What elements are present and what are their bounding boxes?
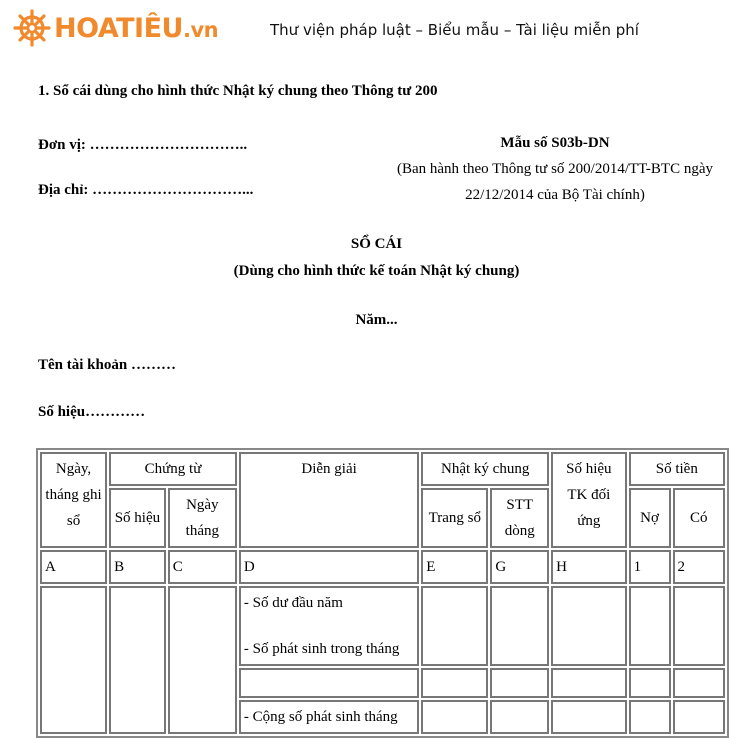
header-journal-page: Trang sổ [421,488,488,548]
section-title: 1. Sổ cái dùng cho hình thức Nhật ký chung theo Thông tư 200 [38,83,438,99]
header-debit: Nợ [629,488,671,548]
header-date: Ngày, tháng ghi sổ [40,452,107,548]
document-title: SỔ CÁI [350,236,403,252]
description-cell: - Cộng số phát sinh tháng [239,700,419,734]
header-amount: Số tiền [629,452,725,486]
form-code: Mẫu số S03b-DN [500,135,610,151]
account-name-field: Tên tài khoản ……… [38,357,176,373]
code-cell: 1 [629,550,671,584]
address-field: Địa chỉ: …………………………... [38,182,254,198]
year-label: Năm... [355,312,398,328]
account-number-field: Số hiệu………… [38,404,146,420]
code-cell: H [551,550,626,584]
site-header [0,0,753,62]
code-cell: D [239,550,419,584]
form-note-line-2: 22/12/2014 của Bộ Tài chính) [465,187,645,203]
code-cell: G [490,550,549,584]
description-cell [239,586,419,666]
code-cell: A [40,550,107,584]
header-journal: Nhật ký chung [421,452,549,486]
code-cell: 2 [673,550,725,584]
ship-wheel-icon [12,8,52,48]
document-subtitle: (Dùng cho hình thức kế toán Nhật ký chung) [233,263,520,279]
header-description: Diễn giải [239,452,419,548]
tagline: Thư viện pháp luật – Biểu mẫu – Tài liệu miễn phí [270,21,639,39]
period-activity-label: - Số phát sinh trong tháng [243,641,400,657]
header-credit: Có [673,488,725,548]
logo[interactable] [12,8,218,48]
ledger-table [36,448,729,738]
form-code-block [382,130,728,208]
header-journal-line: STT dòng [490,488,549,548]
form-note-line-1: (Ban hành theo Thông tư số 200/2014/TT-BTC ngày [396,161,714,177]
voucher-date-cell [168,586,237,734]
date-cell [40,586,107,734]
code-cell: C [168,550,237,584]
code-cell: B [109,550,166,584]
logo-text: HOATIÊU.vn [54,12,219,44]
opening-balance-label: - Số dư đầu năm [243,595,343,611]
header-contra-account: Số hiệu TK đối ứng [551,452,626,548]
unit-field: Đơn vị: ………………………….. [38,137,248,153]
code-cell: E [421,550,488,584]
header-voucher-date: Ngày tháng [168,488,237,548]
table-row [40,586,725,666]
header-row-1 [40,452,725,486]
header-voucher: Chứng từ [109,452,237,486]
description-cell [239,668,419,698]
code-row [40,550,725,584]
header-voucher-no: Số hiệu [109,488,166,548]
voucher-no-cell [109,586,166,734]
